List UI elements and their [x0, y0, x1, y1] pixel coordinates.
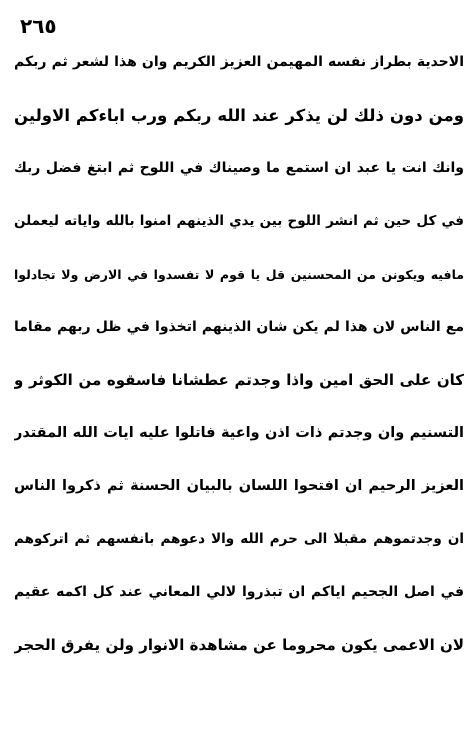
text-line: مافيه ويكونن من المحسنين قل يا قوم لا تفسدوا في الارض ولا تجادلوا: [14, 267, 464, 282]
text-line: التسنيم وان وجدتم ذات اذن واعية فاتلوا عليه ايات الله المقتدر: [14, 425, 464, 441]
text-line: في كل حين ثم انشر اللوح بين يدي الذينهم امنوا بالله واياته ليعملن: [14, 213, 464, 229]
text-line: ان وجدتموهم مقبلا الى حرم الله والا دعوهم بانفسهم ثم اتركوهم: [14, 531, 464, 547]
text-line: الاحدية بطراز نفسه المهيمن العزيز الكريم وان هذا لشعر ثم ربكم: [14, 54, 464, 70]
text-line: ومن دون ذلك لن يذكر عند الله ربكم ورب اباءكم الاولين: [14, 106, 464, 125]
text-body: [14, 36, 464, 672]
text-line: وانك انت يا عبد ان استمع ما وصيناك في اللوح ثم ابتغ فضل ربك: [14, 160, 464, 176]
text-line: العزيز الرحيم ان افتحوا اللسان بالبيان الحسنة ثم ذكروا الناس: [14, 478, 464, 494]
text-line: لان الاعمى يكون محروما عن مشاهدة الانوار ولن يفرق الحجر: [14, 636, 464, 654]
text-line: في اصل الجحيم اياكم ان تبذروا لالي المعاني عند كل اكمه عقيم: [14, 584, 464, 600]
text-line: كان على الحق امين واذا وجدتم عطشانا فاسقوه من الكوثر و: [14, 371, 464, 389]
page-number: ٢٦٥: [20, 14, 57, 38]
text-line: مع الناس لان هذا لم يكن شان الذينهم اتخذوا في ظل ربهم مقاما: [14, 319, 464, 335]
